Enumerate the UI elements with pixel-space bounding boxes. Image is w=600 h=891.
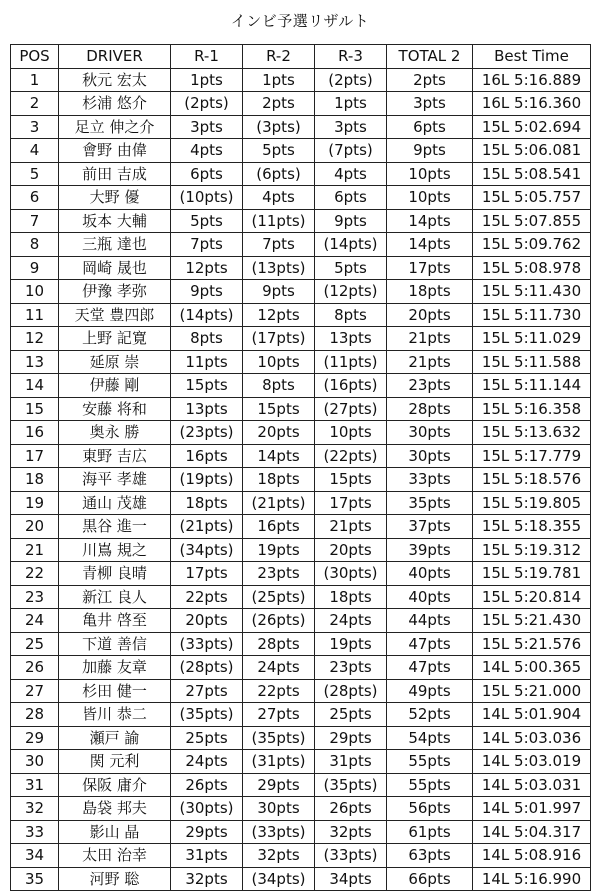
table-row (11, 679, 591, 703)
table-row (11, 562, 591, 586)
table-row (11, 656, 591, 680)
cell-r2: (26pts) (243, 609, 315, 633)
cell-total: 37pts (387, 515, 473, 539)
cell-r2: 1pts (243, 68, 315, 92)
cell-r3: 13pts (315, 327, 387, 351)
cell-best-time: 14L 5:01.997 (473, 797, 591, 821)
cell-r1: (10pts) (171, 186, 243, 210)
cell-pos: 3 (11, 115, 59, 139)
cell-r2: 27pts (243, 703, 315, 727)
cell-best-time: 15L 5:13.632 (473, 421, 591, 445)
cell-total: 66pts (387, 867, 473, 891)
cell-best-time: 15L 5:19.805 (473, 491, 591, 515)
cell-r3: 9pts (315, 209, 387, 233)
cell-pos: 35 (11, 867, 59, 891)
cell-r3: 8pts (315, 303, 387, 327)
table-row (11, 92, 591, 116)
cell-driver: 保阪 庸介 (59, 773, 171, 797)
cell-pos: 28 (11, 703, 59, 727)
table-row (11, 444, 591, 468)
table-row (11, 609, 591, 633)
cell-r1: (19pts) (171, 468, 243, 492)
cell-total: 35pts (387, 491, 473, 515)
cell-total: 30pts (387, 444, 473, 468)
cell-r2: 28pts (243, 632, 315, 656)
cell-r1: 11pts (171, 350, 243, 374)
table-row (11, 209, 591, 233)
cell-total: 47pts (387, 632, 473, 656)
cell-driver: 大野 優 (59, 186, 171, 210)
cell-r2: 32pts (243, 844, 315, 868)
cell-r3: 24pts (315, 609, 387, 633)
cell-total: 3pts (387, 92, 473, 116)
cell-r1: 22pts (171, 585, 243, 609)
cell-driver: 延原 崇 (59, 350, 171, 374)
table-row (11, 750, 591, 774)
cell-pos: 31 (11, 773, 59, 797)
cell-r1: 8pts (171, 327, 243, 351)
cell-r2: (35pts) (243, 726, 315, 750)
table-row (11, 820, 591, 844)
cell-driver: 通山 茂雄 (59, 491, 171, 515)
cell-driver: 秋元 宏太 (59, 68, 171, 92)
cell-r2: 23pts (243, 562, 315, 586)
cell-r2: 18pts (243, 468, 315, 492)
cell-best-time: 14L 5:00.365 (473, 656, 591, 680)
cell-r1: (35pts) (171, 703, 243, 727)
cell-best-time: 14L 5:16.990 (473, 867, 591, 891)
cell-r2: (34pts) (243, 867, 315, 891)
cell-pos: 24 (11, 609, 59, 633)
cell-r1: 31pts (171, 844, 243, 868)
cell-driver: 青柳 良晴 (59, 562, 171, 586)
cell-driver: 杉田 健一 (59, 679, 171, 703)
table-row (11, 280, 591, 304)
cell-total: 28pts (387, 397, 473, 421)
cell-total: 39pts (387, 538, 473, 562)
cell-r2: 2pts (243, 92, 315, 116)
cell-total: 2pts (387, 68, 473, 92)
cell-driver: 瀬戸 諭 (59, 726, 171, 750)
cell-total: 10pts (387, 186, 473, 210)
cell-total: 56pts (387, 797, 473, 821)
cell-best-time: 15L 5:06.081 (473, 139, 591, 163)
cell-pos: 26 (11, 656, 59, 680)
cell-r1: 24pts (171, 750, 243, 774)
cell-driver: 関 元利 (59, 750, 171, 774)
table-row (11, 350, 591, 374)
cell-pos: 13 (11, 350, 59, 374)
cell-r2: (21pts) (243, 491, 315, 515)
cell-r1: 12pts (171, 256, 243, 280)
cell-r3: (16pts) (315, 374, 387, 398)
header-pos: POS (11, 45, 59, 69)
cell-total: 6pts (387, 115, 473, 139)
cell-total: 52pts (387, 703, 473, 727)
cell-r1: 13pts (171, 397, 243, 421)
cell-driver: 坂本 大輔 (59, 209, 171, 233)
header-driver: DRIVER (59, 45, 171, 69)
cell-r3: (35pts) (315, 773, 387, 797)
cell-pos: 25 (11, 632, 59, 656)
cell-r2: 16pts (243, 515, 315, 539)
cell-r3: 4pts (315, 162, 387, 186)
cell-r1: 3pts (171, 115, 243, 139)
cell-pos: 17 (11, 444, 59, 468)
cell-r2: 14pts (243, 444, 315, 468)
cell-pos: 21 (11, 538, 59, 562)
cell-r1: (33pts) (171, 632, 243, 656)
cell-best-time: 15L 5:11.430 (473, 280, 591, 304)
cell-total: 21pts (387, 327, 473, 351)
results-table (10, 44, 591, 891)
cell-driver: 皆川 恭二 (59, 703, 171, 727)
header-best-time: Best Time (473, 45, 591, 69)
table-row (11, 303, 591, 327)
cell-r3: (28pts) (315, 679, 387, 703)
table-row (11, 491, 591, 515)
table-row (11, 162, 591, 186)
cell-best-time: 15L 5:16.358 (473, 397, 591, 421)
table-row (11, 139, 591, 163)
cell-best-time: 15L 5:21.430 (473, 609, 591, 633)
cell-r2: 22pts (243, 679, 315, 703)
cell-best-time: 15L 5:19.781 (473, 562, 591, 586)
cell-best-time: 14L 5:04.317 (473, 820, 591, 844)
cell-best-time: 15L 5:19.312 (473, 538, 591, 562)
cell-r3: 15pts (315, 468, 387, 492)
cell-pos: 16 (11, 421, 59, 445)
table-row (11, 515, 591, 539)
table-row (11, 256, 591, 280)
cell-best-time: 15L 5:08.541 (473, 162, 591, 186)
cell-r3: 26pts (315, 797, 387, 821)
cell-pos: 5 (11, 162, 59, 186)
cell-r1: 1pts (171, 68, 243, 92)
cell-pos: 33 (11, 820, 59, 844)
cell-r1: (2pts) (171, 92, 243, 116)
cell-total: 23pts (387, 374, 473, 398)
cell-r3: 25pts (315, 703, 387, 727)
cell-total: 63pts (387, 844, 473, 868)
cell-r2: (25pts) (243, 585, 315, 609)
cell-r3: 6pts (315, 186, 387, 210)
cell-pos: 10 (11, 280, 59, 304)
cell-best-time: 15L 5:21.000 (473, 679, 591, 703)
cell-r2: (6pts) (243, 162, 315, 186)
cell-total: 10pts (387, 162, 473, 186)
cell-pos: 23 (11, 585, 59, 609)
cell-r3: 21pts (315, 515, 387, 539)
cell-driver: 足立 伸之介 (59, 115, 171, 139)
table-row (11, 726, 591, 750)
cell-best-time: 15L 5:09.762 (473, 233, 591, 257)
cell-r1: 25pts (171, 726, 243, 750)
cell-total: 54pts (387, 726, 473, 750)
cell-driver: 東野 吉広 (59, 444, 171, 468)
table-row (11, 421, 591, 445)
cell-driver: 伊藤 剛 (59, 374, 171, 398)
cell-r1: 9pts (171, 280, 243, 304)
table-row (11, 397, 591, 421)
table-row (11, 68, 591, 92)
cell-pos: 27 (11, 679, 59, 703)
cell-pos: 30 (11, 750, 59, 774)
cell-r1: 4pts (171, 139, 243, 163)
table-row (11, 186, 591, 210)
cell-total: 44pts (387, 609, 473, 633)
cell-r3: (33pts) (315, 844, 387, 868)
cell-r1: (28pts) (171, 656, 243, 680)
header-r3: R-3 (315, 45, 387, 69)
cell-driver: 太田 治幸 (59, 844, 171, 868)
cell-r3: (30pts) (315, 562, 387, 586)
cell-r3: (27pts) (315, 397, 387, 421)
cell-r3: (2pts) (315, 68, 387, 92)
header-r2: R-2 (243, 45, 315, 69)
cell-r1: 5pts (171, 209, 243, 233)
cell-best-time: 15L 5:05.757 (473, 186, 591, 210)
cell-pos: 14 (11, 374, 59, 398)
header-row (11, 45, 591, 69)
cell-best-time: 15L 5:11.588 (473, 350, 591, 374)
cell-r1: 20pts (171, 609, 243, 633)
cell-driver: 島袋 邦夫 (59, 797, 171, 821)
table-row (11, 115, 591, 139)
cell-r2: (11pts) (243, 209, 315, 233)
cell-pos: 7 (11, 209, 59, 233)
cell-r3: 10pts (315, 421, 387, 445)
cell-driver: 亀井 啓至 (59, 609, 171, 633)
cell-driver: 川嶌 規之 (59, 538, 171, 562)
cell-total: 40pts (387, 562, 473, 586)
table-row (11, 538, 591, 562)
cell-total: 40pts (387, 585, 473, 609)
cell-driver: 安藤 将和 (59, 397, 171, 421)
cell-r2: 29pts (243, 773, 315, 797)
cell-driver: 下道 善信 (59, 632, 171, 656)
cell-driver: 杉浦 悠介 (59, 92, 171, 116)
cell-r1: (14pts) (171, 303, 243, 327)
cell-r3: 18pts (315, 585, 387, 609)
cell-r2: 20pts (243, 421, 315, 445)
cell-driver: 會野 由偉 (59, 139, 171, 163)
cell-best-time: 15L 5:17.779 (473, 444, 591, 468)
table-row (11, 773, 591, 797)
cell-r1: (23pts) (171, 421, 243, 445)
cell-best-time: 15L 5:18.355 (473, 515, 591, 539)
table-row (11, 797, 591, 821)
cell-r1: 15pts (171, 374, 243, 398)
cell-pos: 4 (11, 139, 59, 163)
cell-r2: (13pts) (243, 256, 315, 280)
cell-pos: 32 (11, 797, 59, 821)
cell-r2: 9pts (243, 280, 315, 304)
cell-r1: 7pts (171, 233, 243, 257)
cell-pos: 34 (11, 844, 59, 868)
cell-best-time: 16L 5:16.889 (473, 68, 591, 92)
cell-driver: 伊豫 孝弥 (59, 280, 171, 304)
cell-best-time: 14L 5:03.019 (473, 750, 591, 774)
cell-r1: (34pts) (171, 538, 243, 562)
table-row (11, 327, 591, 351)
cell-pos: 18 (11, 468, 59, 492)
cell-driver: 奥永 勝 (59, 421, 171, 445)
cell-driver: 三瓶 達也 (59, 233, 171, 257)
cell-total: 55pts (387, 750, 473, 774)
cell-r1: 16pts (171, 444, 243, 468)
cell-r3: 20pts (315, 538, 387, 562)
cell-best-time: 15L 5:11.029 (473, 327, 591, 351)
cell-total: 14pts (387, 209, 473, 233)
cell-best-time: 15L 5:21.576 (473, 632, 591, 656)
cell-total: 61pts (387, 820, 473, 844)
cell-r3: 23pts (315, 656, 387, 680)
cell-r2: (3pts) (243, 115, 315, 139)
cell-pos: 15 (11, 397, 59, 421)
cell-driver: 黒谷 進一 (59, 515, 171, 539)
cell-total: 21pts (387, 350, 473, 374)
cell-r1: (21pts) (171, 515, 243, 539)
cell-r3: 32pts (315, 820, 387, 844)
cell-driver: 上野 記寛 (59, 327, 171, 351)
cell-best-time: 15L 5:08.978 (473, 256, 591, 280)
cell-total: 30pts (387, 421, 473, 445)
cell-r3: (7pts) (315, 139, 387, 163)
cell-r2: 19pts (243, 538, 315, 562)
cell-r3: (14pts) (315, 233, 387, 257)
cell-r2: 15pts (243, 397, 315, 421)
cell-r2: 4pts (243, 186, 315, 210)
cell-r2: 8pts (243, 374, 315, 398)
cell-r3: 34pts (315, 867, 387, 891)
cell-best-time: 15L 5:02.694 (473, 115, 591, 139)
cell-best-time: 16L 5:16.360 (473, 92, 591, 116)
cell-pos: 20 (11, 515, 59, 539)
table-row (11, 585, 591, 609)
cell-total: 47pts (387, 656, 473, 680)
cell-driver: 影山 晶 (59, 820, 171, 844)
header-r1: R-1 (171, 45, 243, 69)
cell-r3: 17pts (315, 491, 387, 515)
cell-r3: (11pts) (315, 350, 387, 374)
table-row (11, 867, 591, 891)
cell-pos: 8 (11, 233, 59, 257)
cell-r3: (22pts) (315, 444, 387, 468)
cell-r1: 29pts (171, 820, 243, 844)
table-row (11, 703, 591, 727)
cell-pos: 19 (11, 491, 59, 515)
header-total: TOTAL 2 (387, 45, 473, 69)
cell-r2: (33pts) (243, 820, 315, 844)
cell-total: 20pts (387, 303, 473, 327)
cell-best-time: 14L 5:03.031 (473, 773, 591, 797)
cell-driver: 岡崎 晟也 (59, 256, 171, 280)
cell-best-time: 15L 5:11.144 (473, 374, 591, 398)
cell-r1: 6pts (171, 162, 243, 186)
cell-pos: 22 (11, 562, 59, 586)
cell-pos: 1 (11, 68, 59, 92)
cell-pos: 12 (11, 327, 59, 351)
cell-r2: (31pts) (243, 750, 315, 774)
cell-best-time: 14L 5:03.036 (473, 726, 591, 750)
cell-pos: 11 (11, 303, 59, 327)
cell-pos: 2 (11, 92, 59, 116)
cell-driver: 前田 吉成 (59, 162, 171, 186)
cell-r3: 3pts (315, 115, 387, 139)
cell-r3: 5pts (315, 256, 387, 280)
cell-driver: 天堂 豊四郎 (59, 303, 171, 327)
table-row (11, 374, 591, 398)
cell-total: 18pts (387, 280, 473, 304)
cell-r1: 18pts (171, 491, 243, 515)
cell-pos: 29 (11, 726, 59, 750)
results-body (11, 68, 591, 891)
cell-total: 55pts (387, 773, 473, 797)
cell-r3: 19pts (315, 632, 387, 656)
cell-r2: 10pts (243, 350, 315, 374)
cell-best-time: 14L 5:08.916 (473, 844, 591, 868)
cell-r2: 30pts (243, 797, 315, 821)
cell-r2: 12pts (243, 303, 315, 327)
cell-r3: 31pts (315, 750, 387, 774)
cell-driver: 新江 良人 (59, 585, 171, 609)
cell-driver: 河野 聡 (59, 867, 171, 891)
cell-r3: 29pts (315, 726, 387, 750)
cell-r2: 5pts (243, 139, 315, 163)
cell-r2: 7pts (243, 233, 315, 257)
cell-r1: 27pts (171, 679, 243, 703)
cell-total: 14pts (387, 233, 473, 257)
cell-total: 49pts (387, 679, 473, 703)
table-row (11, 844, 591, 868)
cell-r1: 26pts (171, 773, 243, 797)
cell-best-time: 15L 5:07.855 (473, 209, 591, 233)
cell-pos: 6 (11, 186, 59, 210)
cell-r2: 24pts (243, 656, 315, 680)
cell-r2: (17pts) (243, 327, 315, 351)
table-row (11, 468, 591, 492)
cell-best-time: 15L 5:20.814 (473, 585, 591, 609)
cell-r1: 32pts (171, 867, 243, 891)
cell-driver: 加藤 友章 (59, 656, 171, 680)
cell-pos: 9 (11, 256, 59, 280)
table-row (11, 632, 591, 656)
table-row (11, 233, 591, 257)
cell-total: 9pts (387, 139, 473, 163)
cell-driver: 海平 孝雄 (59, 468, 171, 492)
cell-r3: 1pts (315, 92, 387, 116)
cell-total: 17pts (387, 256, 473, 280)
page-title: インビ予選リザルト (230, 12, 370, 30)
cell-r1: 17pts (171, 562, 243, 586)
cell-best-time: 15L 5:11.730 (473, 303, 591, 327)
cell-r1: (30pts) (171, 797, 243, 821)
cell-best-time: 15L 5:18.576 (473, 468, 591, 492)
cell-best-time: 14L 5:01.904 (473, 703, 591, 727)
cell-total: 33pts (387, 468, 473, 492)
cell-r3: (12pts) (315, 280, 387, 304)
